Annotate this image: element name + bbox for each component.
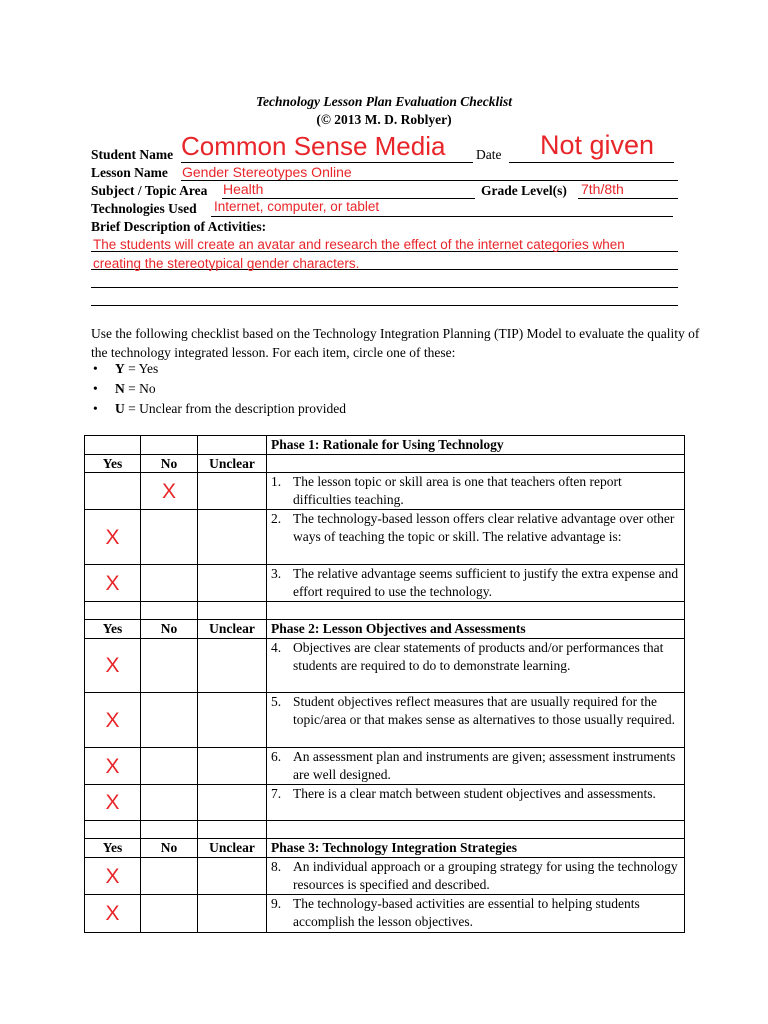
checklist-table	[84, 435, 685, 933]
student-name-underline	[181, 162, 473, 163]
criterion-3: 3. The relative advantage seems sufficient to justify the extra expense and effort required to use the technology.	[271, 566, 679, 599]
table-row	[85, 510, 685, 565]
no-cell[interactable]	[141, 785, 198, 821]
yes-cell[interactable]	[85, 785, 141, 821]
x-mark: X	[105, 754, 120, 778]
col-no: No	[141, 455, 198, 473]
no-cell[interactable]	[141, 858, 198, 895]
unclear-cell[interactable]	[198, 895, 267, 933]
yes-cell[interactable]	[85, 639, 141, 693]
description-text-1[interactable]: The students will create an avatar and research the effect of the internet categories when	[93, 237, 625, 252]
no-cell[interactable]	[141, 510, 198, 565]
unclear-cell[interactable]	[198, 693, 267, 748]
grade-level-field[interactable]: 7th/8th	[581, 181, 624, 197]
yes-cell[interactable]	[85, 693, 141, 748]
no-cell[interactable]	[141, 748, 198, 785]
phase-1-title: Phase 1: Rationale for Using Technology	[267, 436, 685, 455]
table-row	[85, 639, 685, 693]
criterion-2: 2. The technology-based lesson offers clear relative advantage over other ways of teaching the topic or skill. The relative advantage is:	[271, 511, 675, 544]
technologies-label: Technologies Used	[91, 201, 197, 216]
x-mark: X	[161, 479, 176, 503]
grade-level-underline	[578, 198, 678, 199]
criterion-7: 7. There is a clear match between student objectives and assessments.	[271, 786, 656, 801]
date-underline	[509, 162, 674, 163]
technologies-field[interactable]: Internet, computer, or tablet	[214, 199, 380, 214]
criterion-9: 9. The technology-based activities are essential to helping students accomplish the lesson objectives.	[271, 896, 640, 929]
x-mark: X	[105, 791, 120, 814]
table-row	[85, 693, 685, 748]
phase-2-title: Phase 2: Lesson Objectives and Assessments	[267, 620, 685, 639]
technologies-underline	[211, 216, 673, 217]
unclear-cell[interactable]	[198, 785, 267, 821]
instructions-paragraph: Use the following checklist based on the Technology Integration Planning (TIP) Model to evaluate the quality of the technology integrated lesson. For each item, circle one of these:	[91, 326, 700, 360]
no-cell[interactable]	[141, 639, 198, 693]
col-unclear: Unclear	[198, 455, 267, 473]
x-mark: X	[105, 525, 120, 549]
col-yes: Yes	[85, 620, 141, 639]
no-cell[interactable]	[141, 895, 198, 933]
col-unclear: Unclear	[198, 839, 267, 858]
x-mark: X	[105, 571, 120, 595]
grade-level-label: Grade Level(s)	[481, 183, 567, 198]
table-row	[85, 565, 685, 602]
yes-cell[interactable]	[85, 858, 141, 895]
unclear-cell[interactable]	[198, 858, 267, 895]
unclear-cell[interactable]	[198, 639, 267, 693]
phase-2-header-row	[85, 620, 685, 639]
unclear-cell[interactable]	[198, 565, 267, 602]
lesson-name-field[interactable]: Gender Stereotypes Online	[182, 164, 352, 180]
legend-no: • N = No	[93, 381, 156, 396]
description-label: Brief Description of Activities:	[91, 219, 267, 234]
no-cell[interactable]	[141, 473, 198, 510]
spacer-row	[85, 602, 685, 620]
yes-cell[interactable]	[85, 565, 141, 602]
subject-label: Subject / Topic Area	[91, 183, 208, 198]
x-mark: X	[105, 654, 120, 677]
copyright-line: (© 2013 M. D. Roblyer)	[316, 112, 452, 127]
col-unclear: Unclear	[198, 620, 267, 639]
yes-cell[interactable]	[85, 748, 141, 785]
col-yes: Yes	[85, 839, 141, 858]
unclear-cell[interactable]	[198, 748, 267, 785]
table-row	[85, 858, 685, 895]
description-text-2[interactable]: creating the stereotypical gender characters.	[93, 256, 360, 271]
date-label: Date	[476, 147, 502, 162]
x-mark: X	[105, 708, 120, 732]
date-field[interactable]: Not given	[540, 130, 655, 160]
x-mark: X	[105, 902, 120, 925]
spacer-row	[85, 821, 685, 839]
bullet-icon: •	[93, 361, 98, 376]
phase-3-title: Phase 3: Technology Integration Strategies	[267, 839, 685, 858]
yes-cell[interactable]	[85, 473, 141, 510]
student-name-label: Student Name	[91, 147, 174, 162]
document-title: Technology Lesson Plan Evaluation Checklist	[255, 94, 513, 109]
table-row	[85, 748, 685, 785]
student-name-field[interactable]: Common Sense Media	[181, 131, 446, 161]
no-cell[interactable]	[141, 693, 198, 748]
criterion-8: 8. An individual approach or a grouping strategy for using the technology resources is specified and described.	[271, 859, 678, 892]
table-row	[85, 473, 685, 510]
x-mark: X	[105, 864, 120, 888]
col-yes: Yes	[85, 455, 141, 473]
legend-yes: • Y = Yes	[93, 361, 159, 376]
yes-cell[interactable]	[85, 895, 141, 933]
legend-unclear: • U = Unclear from the description provided	[93, 401, 347, 416]
criterion-6: 6. An assessment plan and instruments are given; assessment instruments are well designed.	[271, 749, 676, 782]
description-line-4	[91, 305, 678, 306]
yes-cell[interactable]	[85, 510, 141, 565]
table-row	[85, 895, 685, 933]
unclear-cell[interactable]	[198, 473, 267, 510]
subject-field[interactable]: Health	[223, 181, 264, 197]
col-no: No	[141, 839, 198, 858]
description-line-3	[91, 287, 678, 288]
criterion-4: 4. Objectives are clear statements of products and/or performances that students are required to do to demonstrate learning.	[271, 640, 664, 673]
lesson-name-label: Lesson Name	[91, 165, 168, 180]
bullet-icon: •	[93, 401, 98, 416]
col-no: No	[141, 620, 198, 639]
unclear-cell[interactable]	[198, 510, 267, 565]
criterion-1: 1. The lesson topic or skill area is one that teachers often report difficulties teaching.	[271, 474, 622, 507]
bullet-icon: •	[93, 381, 98, 396]
no-cell[interactable]	[141, 565, 198, 602]
table-row	[85, 785, 685, 821]
phase-1-title-row	[85, 436, 685, 455]
phase-1-header-row	[85, 455, 685, 473]
criterion-5: 5. Student objectives reflect measures that are usually required for the topic/area or that makes sense as alternatives to those usually required.	[271, 694, 675, 727]
phase-3-header-row	[85, 839, 685, 858]
